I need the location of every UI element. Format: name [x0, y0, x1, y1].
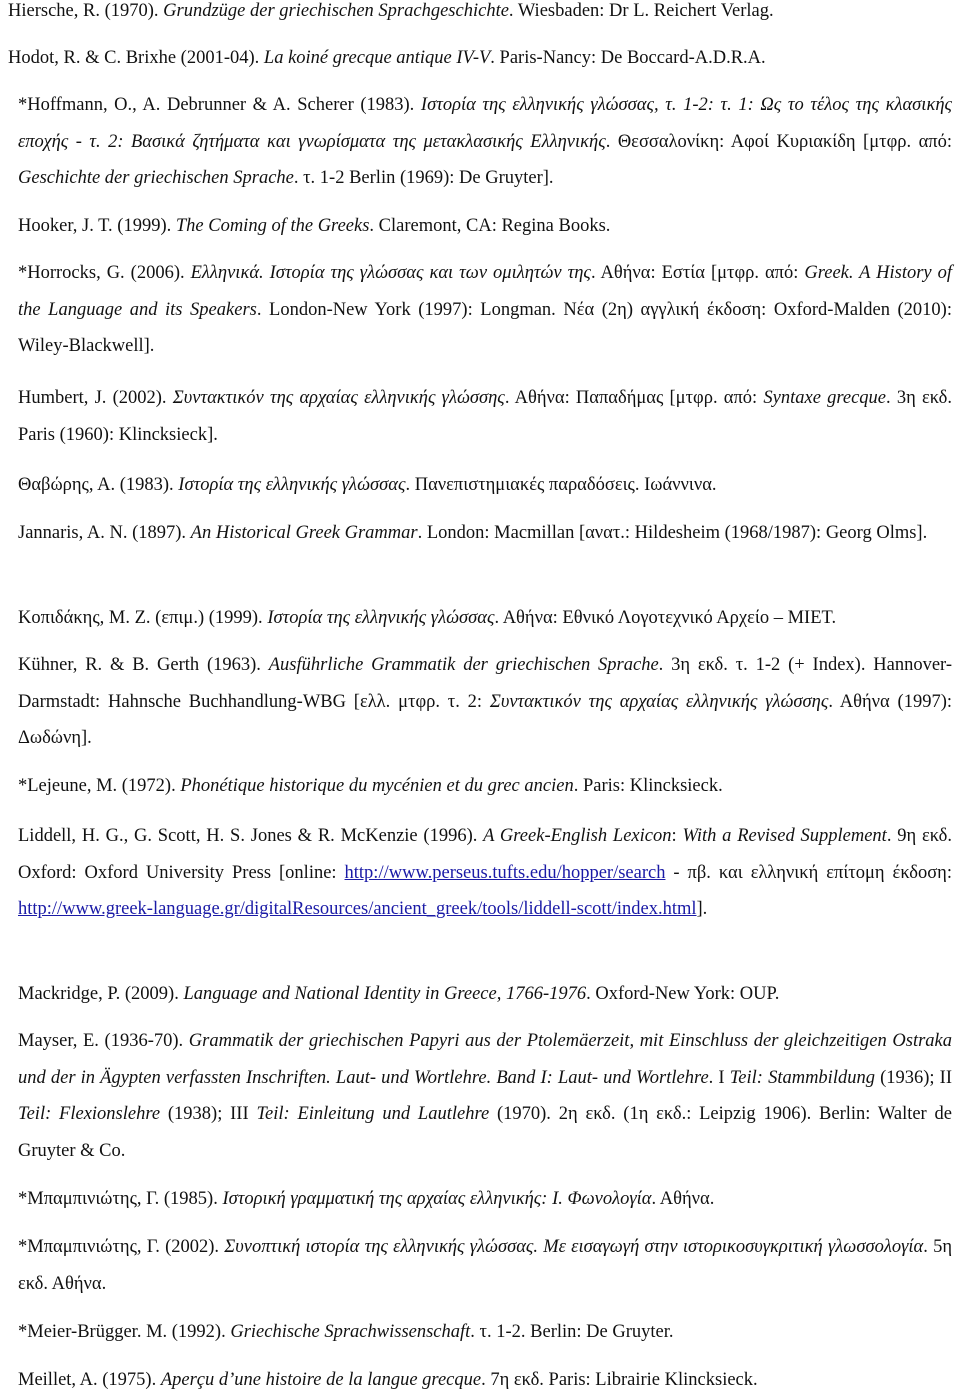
reference-kopidakis: Κοπιδάκης, Μ. Ζ. (επιμ.) (1999). Ιστορία της ελληνικής γλώσσας. Αθήνα: Εθνικό Λογοτεχνικό Αρχείο – ΜΙΕΤ. [18, 608, 837, 628]
reference-humbert: Humbert, J. (2002). Συντακτικόν της αρχαίας ελληνικής γλώσσης. Αθήνα: Παπαδήμας [μτφρ. από: Syntaxe grecque. 3η εκδ. Paris (1960): Klincksieck]. [18, 388, 952, 445]
reference-hiersche: Hiersche, R. (1970). Grundzüge der griechischen Sprachgeschichte. Wiesbaden: Dr L. Reichert Verlag. [8, 1, 774, 21]
reference-hooker: Hooker, J. T. (1999). The Coming of the Greeks. Claremont, CA: Regina Books. [18, 216, 611, 236]
reference-thavoris: Θαβώρης, Α. (1983). Ιστορία της ελληνικής γλώσσας. Πανεπιστημιακές παραδόσεις. Ιωάννινα. [18, 475, 717, 495]
reference-lejeune: *Lejeune, M. (1972). Phonétique historique du mycénien et du grec ancien. Paris: Klincksieck. [18, 776, 723, 796]
reference-meillet: Meillet, A. (1975). Aperçu d’une histoire de la langue grecque. 7η εκδ. Paris: Librairie Klincksieck. [18, 1370, 758, 1390]
reference-jannaris: Jannaris, A. N. (1897). An Historical Greek Grammar. London: Macmillan [ανατ.: Hildesheim (1968/1987): Georg Olms]. [18, 523, 928, 543]
greek-language-link[interactable]: http://www.greek-language.gr/digitalResources/ancient_greek/tools/liddell-scott/index.html [18, 899, 697, 919]
reference-babiniotis-2002: *Μπαμπινιώτης, Γ. (2002). Συνοπτική ιστορία της ελληνικής γλώσσας. Με εισαγωγή στην ιστορικοσυγκριτική γλωσσολογία. 5η εκδ. Αθήνα. [18, 1237, 952, 1294]
reference-hoffmann: *Hoffmann, O., A. Debrunner & A. Scherer (1983). Ιστορία της ελληνικής γλώσσας, τ. 1-2: τ. 1: Ως το τέλος της κλασικής εποχής - τ. 2: Βασικά ζητήματα και γνωρίσματα της μετακλασικής Ελληνικής. Θεσσαλονίκη: Αφοί Κυριακίδη [μτφρ. από: Geschichte der griechischen Sprache. τ. 1-2 Berlin (1969): De Gruyter]. [18, 95, 953, 188]
reference-mackridge: Mackridge, P. (2009). Language and National Identity in Greece, 1766-1976. Oxford-New York: OUP. [18, 984, 780, 1004]
reference-kuhner: Kühner, R. & B. Gerth (1963). Ausführliche Grammatik der griechischen Sprache. 3η εκδ. τ. 1-2 (+ Index). Hannover-Darmstadt: Hahnsche Buchhandlung-WBG [ελλ. μτφρ. τ. 2: Συντακτικόν της αρχαίας ελληνικής γλώσσης. Αθήνα (1997): Δωδώνη]. [18, 655, 952, 748]
reference-liddell: Liddell, H. G., G. Scott, H. S. Jones & R. McKenzie (1996). A Greek-English Lexicon: With a Revised Supplement. 9η εκδ. Oxford: Oxford University Press [online: http://www.perseus.tufts.edu/hopper/search - πβ. και ελληνική επίτομη έκδοση: http://www.greek-language.gr/digitalResources/ancient_greek/tools/liddell-scott/index.html]. [18, 826, 952, 919]
perseus-link[interactable]: http://www.perseus.tufts.edu/hopper/search [344, 862, 666, 883]
reference-meier-brugger: *Meier-Brügger. M. (1992). Griechische Sprachwissenschaft. τ. 1-2. Berlin: De Gruyter. [18, 1322, 674, 1342]
reference-hodot: Hodot, R. & C. Brixhe (2001-04). La koiné grecque antique IV-V. Paris-Nancy: De Boccard-A.D.R.A. [8, 48, 766, 68]
reference-babiniotis-1985: *Μπαμπινιώτης, Γ. (1985). Ιστορική γραμματική της αρχαίας ελληνικής: Ι. Φωνολογία. Αθήνα. [18, 1189, 715, 1209]
reference-horrocks: *Horrocks, G. (2006). Ελληνικά. Ιστορία της γλώσσας και των ομιλητών της. Αθήνα: Εστία [μτφρ. από: Greek. A History of the Language and its Speakers. London-New York (1997): Longman. Νέα (2η) αγγλική έκδοση: Oxford-Malden (2010): Wiley-Blackwell]. [18, 263, 952, 356]
reference-mayser: Mayser, E. (1936-70). Grammatik der griechischen Papyri aus der Ptolemäerzeit, mit Einschluss der gleichzeitigen Ostraka und der in Ägypten verfassten Inschriften. Laut- und Wortlehre. Band I: Laut- und Wortlehre. I Teil: Stammbildung (1936); II Teil: Flexionslehre (1938); III Teil: Einleitung und Lautlehre (1970). 2η εκδ. (1η εκδ.: Leipzig 1906). Berlin: Walter de Gruyter & Co. [18, 1031, 952, 1161]
